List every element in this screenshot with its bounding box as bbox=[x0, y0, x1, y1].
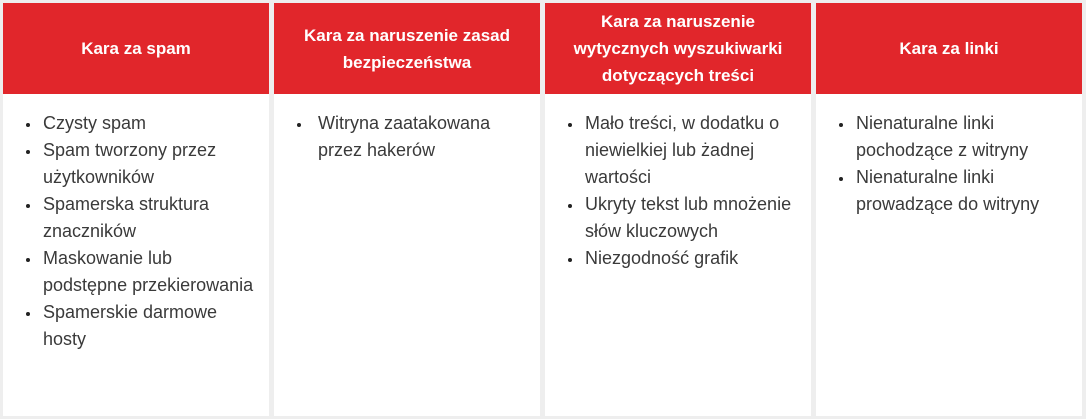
column-header: Kara za spam bbox=[3, 3, 269, 94]
column-body bbox=[3, 94, 269, 416]
penalties-table bbox=[3, 3, 1083, 416]
column-body bbox=[545, 94, 811, 416]
list-item: • Niezgodność grafik bbox=[583, 245, 801, 272]
list-item: • Nienaturalne linki pochodzące z witryny bbox=[854, 110, 1072, 164]
list-item: • Spamerska struktura znaczników bbox=[41, 191, 259, 245]
list-item: • Spam tworzony przez użytkowników bbox=[41, 137, 259, 191]
column-header: Kara za naruszenie wytycznych wyszukiwarki dotyczących treści bbox=[545, 3, 811, 94]
list-item: • Witryna zaatakowana przez hakerów bbox=[312, 110, 530, 164]
list-item: • Ukryty tekst lub mnożenie słów kluczowych bbox=[583, 191, 801, 245]
bullet-list bbox=[834, 110, 1072, 218]
column-body bbox=[816, 94, 1082, 416]
bullet-list bbox=[292, 110, 530, 164]
column-header: Kara za linki bbox=[816, 3, 1082, 94]
bullet-list bbox=[21, 110, 259, 353]
list-item: • Spamerskie darmowe hosty bbox=[41, 299, 259, 353]
column-content-guidelines bbox=[545, 3, 811, 416]
column-header: Kara za naruszenie zasad bezpieczeństwa bbox=[274, 3, 540, 94]
column-security bbox=[274, 3, 540, 416]
bullet-list bbox=[563, 110, 801, 272]
column-body bbox=[274, 94, 540, 416]
list-item: • Mało treści, w dodatku o niewielkiej lub żadnej wartości bbox=[583, 110, 801, 191]
list-item: • Czysty spam bbox=[41, 110, 259, 137]
column-spam bbox=[3, 3, 269, 416]
column-links bbox=[816, 3, 1082, 416]
list-item: • Maskowanie lub podstępne przekierowania bbox=[41, 245, 259, 299]
list-item: • Nienaturalne linki prowadzące do witryny bbox=[854, 164, 1072, 218]
